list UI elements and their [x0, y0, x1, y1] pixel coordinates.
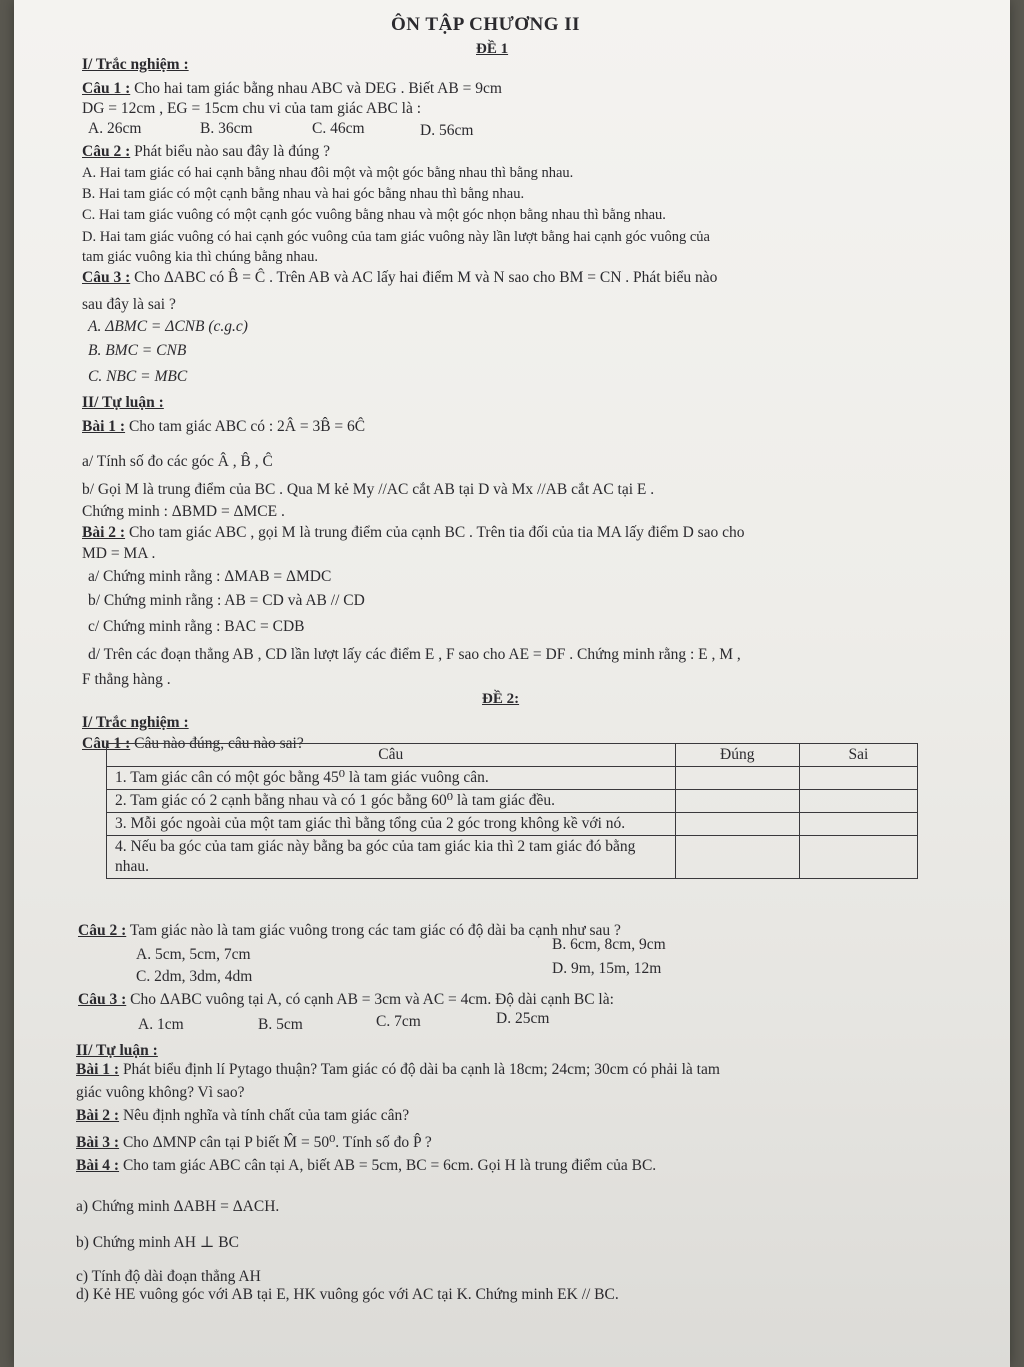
de2-cau3-option-c: C. 7cm — [376, 1013, 421, 1030]
table-cell-dung[interactable] — [675, 836, 799, 879]
de1-bai2-text: Cho tam giác ABC , gọi M là trung điểm của cạnh BC . Trên tia đối của tia MA lấy điểm D sao cho — [128, 524, 745, 541]
de1-bai2 — [82, 524, 745, 542]
de2-bai1 — [76, 1061, 720, 1079]
de2-bai1-text: Phát biểu định lí Pytago thuận? Tam giác có độ dài ba cạnh là 18cm; 24cm; 30cm có phải là tam — [122, 1061, 720, 1078]
table-header-row — [107, 744, 918, 767]
table-header-sai: Sai — [799, 744, 917, 767]
de1-bai1-c: Chứng minh : ΔBMD = ΔMCE . — [82, 503, 285, 520]
de1-tu-luan-heading: II/ Tự luận : — [82, 394, 164, 411]
de2-tu-luan-heading: II/ Tự luận : — [76, 1042, 158, 1059]
de1-cau1-option-d: D. 56cm — [420, 122, 474, 139]
de2-cau2-label: Câu 2 : — [78, 922, 127, 939]
de2-cau1-label: Câu 1 : — [82, 735, 131, 752]
de2-bai4-text: Cho tam giác ABC cân tại A, biết AB = 5cm, BC = 6cm. Gọi H là trung điểm của BC. — [122, 1157, 657, 1174]
de2-cau3-option-a: A. 1cm — [138, 1016, 184, 1033]
table-cell-sai[interactable] — [799, 767, 917, 790]
de2-bai2-text: Nêu định nghĩa và tính chất của tam giác cân? — [122, 1107, 410, 1124]
page-title: ÔN TẬP CHƯƠNG II — [391, 14, 581, 35]
de2-cau2-option-c: C. 2dm, 3dm, 4dm — [136, 968, 253, 985]
de1-cau2-text: Phát biểu nào sau đây là đúng ? — [134, 143, 330, 160]
de1-cau2-option-d: D. Hai tam giác vuông có hai cạnh góc vuông của tam giác vuông này lần lượt bằng hai cạnh góc vuông của — [82, 229, 710, 245]
table-row — [107, 790, 918, 813]
de1-bai1-a: a/ Tính số đo các góc Â , B̂ , Ĉ — [82, 453, 273, 470]
de1-bai2-d: d/ Trên các đoạn thẳng AB , CD lần lượt lấy các điểm E , F sao cho AE = DF . Chứng minh rằng : E , M , — [88, 646, 741, 663]
de1-cau2-option-c: C. Hai tam giác vuông có một cạnh góc vuông bằng nhau và một góc nhọn bằng nhau thì bằng nhau. — [82, 207, 666, 223]
de2-bai4-c: c) Tính độ dài đoạn thẳng AH — [76, 1268, 261, 1285]
de1-cau1 — [82, 80, 502, 98]
de2-bai3-text: Cho ΔMNP cân tại P biết M̂ = 50⁰. Tính số đo P̂ ? — [122, 1134, 432, 1151]
table-cell-sai[interactable] — [799, 813, 917, 836]
table-cell-statement: 1. Tam giác cân có một góc bằng 45⁰ là tam giác vuông cân. — [107, 767, 676, 790]
de2-cau3-option-b: B. 5cm — [258, 1016, 303, 1033]
de2-cau3-text: Cho ΔABC vuông tại A, có cạnh AB = 3cm và AC = 4cm. Độ dài cạnh BC là: — [130, 991, 614, 1008]
table-cell-dung[interactable] — [675, 813, 799, 836]
table-cell-sai[interactable] — [799, 790, 917, 813]
de2-bai1-label: Bài 1 : — [76, 1061, 120, 1078]
de2-cau2-text: Tam giác nào là tam giác vuông trong các tam giác có độ dài ba cạnh như sau ? — [129, 922, 621, 939]
de2-trac-nghiem-heading: I/ Trắc nghiệm : — [82, 714, 189, 731]
de2-cau3-option-d: D. 25cm — [496, 1010, 550, 1027]
de2-bai1-text2: giác vuông không? Vì sao? — [76, 1084, 245, 1101]
table-row — [107, 836, 918, 879]
de1-bai1-label: Bài 1 : — [82, 418, 126, 435]
de1-cau1-option-a: A. 26cm — [88, 120, 142, 137]
table-cell-dung[interactable] — [675, 790, 799, 813]
de2-bai2-label: Bài 2 : — [76, 1107, 120, 1124]
table-cell-dung[interactable] — [675, 767, 799, 790]
table-row — [107, 767, 918, 790]
de1-bai2-text2: MD = MA . — [82, 545, 156, 562]
de1-bai2-c: c/ Chứng minh rằng : BAC = CDB — [88, 618, 305, 635]
de1-bai2-b: b/ Chứng minh rằng : AB = CD và AB // CD — [88, 592, 365, 609]
de2-bai4 — [76, 1157, 656, 1175]
de2-bai4-b: b) Chứng minh AH ⊥ BC — [76, 1234, 239, 1251]
de1-cau3-label: Câu 3 : — [82, 269, 131, 286]
de1-cau1-option-c: C. 46cm — [312, 120, 365, 137]
de2-bai4-a: a) Chứng minh ΔABH = ΔACH. — [76, 1198, 280, 1215]
de1-cau1-text: Cho hai tam giác bằng nhau ABC và DEG . Biết AB = 9cm — [134, 80, 502, 97]
de1-cau1-label: Câu 1 : — [82, 80, 131, 97]
de1-cau2-option-a: A. Hai tam giác có hai cạnh bằng nhau đôi một và một góc bằng nhau thì bằng nhau. — [82, 165, 574, 181]
de2-bai4-d: d) Kẻ HE vuông góc với AB tại E, HK vuông góc với AC tại K. Chứng minh EK // BC. — [76, 1286, 619, 1303]
de1-cau3-option-c: C. NBC = MBC — [88, 368, 188, 385]
de1-cau2 — [82, 143, 330, 161]
de2-cau2 — [78, 922, 621, 940]
de1-cau3-option-b: B. BMC = CNB — [88, 342, 187, 359]
de2-cau2-option-b: B. 6cm, 8cm, 9cm — [552, 936, 666, 953]
de1-bai2-d-cont: F thẳng hàng . — [82, 671, 171, 688]
de1-cau1-option-b: B. 36cm — [200, 120, 253, 137]
de1-bai1-b: b/ Gọi M là trung điểm của BC . Qua M kẻ My //AC cắt AB tại D và Mx //AB cắt AC tại E . — [82, 481, 655, 498]
de2-cau2-option-a: A. 5cm, 5cm, 7cm — [136, 946, 251, 963]
de2-bai3 — [76, 1134, 432, 1152]
de1-cau1-line2: DG = 12cm , EG = 15cm chu vi của tam giác ABC là : — [82, 100, 422, 117]
worksheet-page — [14, 0, 1010, 1367]
table-header-cau: Câu — [107, 744, 676, 767]
de2-bai2 — [76, 1107, 409, 1125]
table-cell-sai[interactable] — [799, 836, 917, 879]
de1-label: ĐỀ 1 — [476, 41, 509, 57]
true-false-table — [106, 743, 918, 879]
de1-cau3-text2: sau đây là sai ? — [82, 296, 176, 313]
de2-cau2-option-d: D. 9m, 15m, 12m — [552, 960, 662, 977]
de1-bai1 — [82, 418, 365, 436]
de2-bai4-label: Bài 4 : — [76, 1157, 120, 1174]
de2-label: ĐỀ 2: — [482, 691, 520, 707]
de2-cau1-text: Câu nào đúng, câu nào sai? — [134, 735, 304, 752]
de1-bai2-label: Bài 2 : — [82, 524, 126, 541]
table-cell-statement: 4. Nếu ba góc của tam giác này bằng ba góc của tam giác kia thì 2 tam giác đó bằng nhau. — [107, 836, 676, 879]
de2-bai3-label: Bài 3 : — [76, 1134, 120, 1151]
de1-cau3-option-a: A. ΔBMC = ΔCNB (c.g.c) — [88, 318, 248, 335]
de2-cau3 — [78, 991, 614, 1009]
de2-cau3-label: Câu 3 : — [78, 991, 127, 1008]
de1-trac-nghiem-heading: I/ Trắc nghiệm : — [82, 56, 189, 73]
de1-cau2-label: Câu 2 : — [82, 143, 131, 160]
table-header-dung: Đúng — [675, 744, 799, 767]
table-cell-statement: 2. Tam giác có 2 cạnh bằng nhau và có 1 góc bằng 60⁰ là tam giác đều. — [107, 790, 676, 813]
table-cell-statement: 3. Mỗi góc ngoài của một tam giác thì bằng tổng của 2 góc trong không kề với nó. — [107, 813, 676, 836]
de1-cau3 — [82, 269, 717, 287]
table-row — [107, 813, 918, 836]
de1-bai2-a: a/ Chứng minh rằng : ΔMAB = ΔMDC — [88, 568, 332, 585]
de1-cau2-option-d-cont: tam giác vuông kia thì chúng bằng nhau. — [82, 249, 318, 265]
de1-cau3-text: Cho ΔABC có B̂ = Ĉ . Trên AB và AC lấy hai điểm M và N sao cho BM = CN . Phát biểu nào — [134, 269, 718, 286]
de1-bai1-text: Cho tam giác ABC có : 2Â = 3B̂ = 6Ĉ — [128, 418, 366, 435]
de1-cau2-option-b: B. Hai tam giác có một cạnh bằng nhau và hai góc bằng nhau thì bằng nhau. — [82, 186, 525, 202]
